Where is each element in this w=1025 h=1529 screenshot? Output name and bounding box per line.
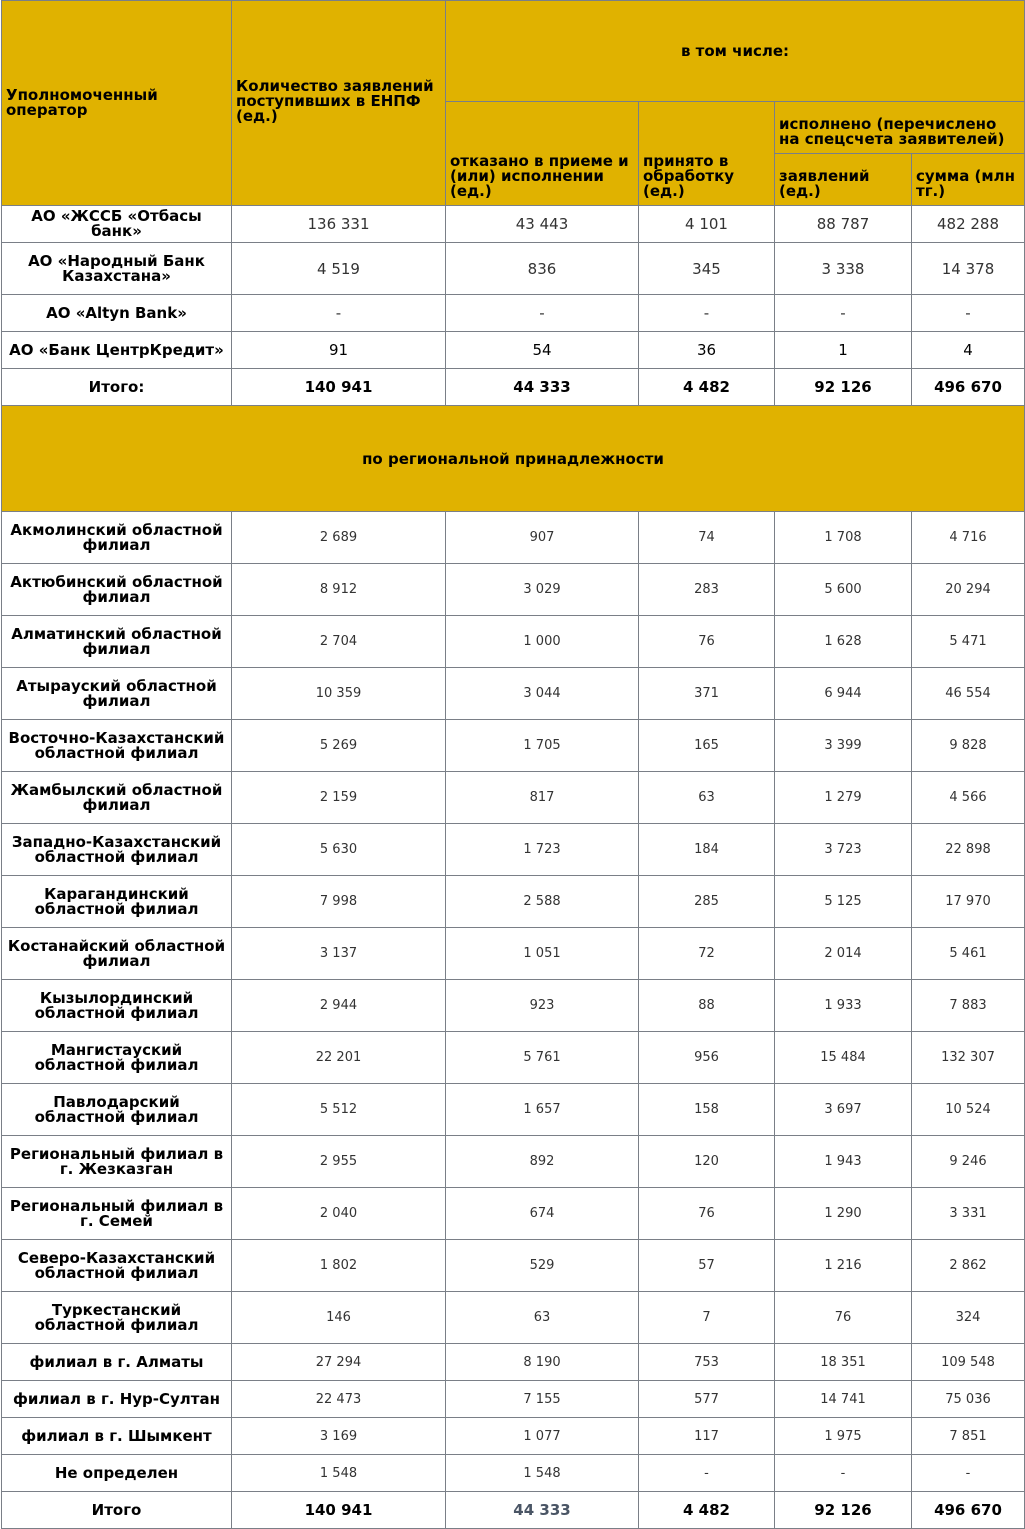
cell-accepted: 120	[639, 1136, 775, 1188]
cell-amount: 7 883	[912, 980, 1025, 1032]
region-row	[2, 980, 1025, 1032]
cell-total: 146	[232, 1292, 446, 1344]
cell-total: 5 269	[232, 720, 446, 772]
cell-accepted: 165	[639, 720, 775, 772]
cell-executed: 1 708	[775, 512, 912, 564]
cell-refused: 54	[446, 332, 639, 369]
operators-total-row	[2, 369, 1025, 406]
cell-accepted: 577	[639, 1381, 775, 1418]
cell-amount: 14 378	[912, 243, 1025, 295]
region-row	[2, 876, 1025, 928]
row-label: Костанайский областной филиал	[2, 928, 232, 980]
cell-amount: 482 288	[912, 206, 1025, 243]
region-row	[2, 1084, 1025, 1136]
cell-refused: 907	[446, 512, 639, 564]
row-label: Региональный филиал в г. Семей	[2, 1188, 232, 1240]
cell-refused: 2 588	[446, 876, 639, 928]
region-row	[2, 1455, 1025, 1492]
row-label: Не определен	[2, 1455, 232, 1492]
cell-amount: 5 461	[912, 928, 1025, 980]
cell-amount: 46 554	[912, 668, 1025, 720]
cell-executed: 15 484	[775, 1032, 912, 1084]
region-row	[2, 616, 1025, 668]
cell-total: 91	[232, 332, 446, 369]
cell-total: 3 169	[232, 1418, 446, 1455]
cell-amount: 10 524	[912, 1084, 1025, 1136]
header-applications-count: Количество заявлений поступивших в ЕНПФ (ед.)	[232, 1, 446, 206]
cell-executed: 18 351	[775, 1344, 912, 1381]
cell-accepted: 4 482	[639, 369, 775, 406]
region-row	[2, 772, 1025, 824]
cell-refused: 3 044	[446, 668, 639, 720]
cell-refused: 8 190	[446, 1344, 639, 1381]
cell-refused: 1 657	[446, 1084, 639, 1136]
cell-refused: 1 723	[446, 824, 639, 876]
row-label: АО «Народный Банк Казахстана»	[2, 243, 232, 295]
cell-accepted: 158	[639, 1084, 775, 1136]
header-accepted: принято в обработку (ед.)	[639, 102, 775, 206]
cell-total: 2 955	[232, 1136, 446, 1188]
cell-amount: 9 828	[912, 720, 1025, 772]
cell-executed: 1 933	[775, 980, 912, 1032]
cell-accepted: 753	[639, 1344, 775, 1381]
cell-total: 2 689	[232, 512, 446, 564]
region-row	[2, 1136, 1025, 1188]
cell-executed: 88 787	[775, 206, 912, 243]
cell-accepted: 36	[639, 332, 775, 369]
cell-total: -	[232, 295, 446, 332]
cell-amount: 22 898	[912, 824, 1025, 876]
cell-accepted: 345	[639, 243, 775, 295]
row-label: Итого:	[2, 369, 232, 406]
region-row	[2, 1240, 1025, 1292]
region-row	[2, 512, 1025, 564]
operator-row	[2, 206, 1025, 243]
cell-total: 10 359	[232, 668, 446, 720]
row-label: филиал в г. Шымкент	[2, 1418, 232, 1455]
cell-executed: 5 600	[775, 564, 912, 616]
row-label: Павлодарский областной филиал	[2, 1084, 232, 1136]
operators-body	[2, 206, 1025, 406]
cell-executed: 3 723	[775, 824, 912, 876]
cell-accepted: 4 101	[639, 206, 775, 243]
cell-accepted: 285	[639, 876, 775, 928]
cell-refused: 529	[446, 1240, 639, 1292]
header-executed: исполнено (перечислено на спецсчета заявителей)	[775, 102, 1025, 154]
row-label: АО «ЖССБ «Отбасы банк»	[2, 206, 232, 243]
cell-accepted: 7	[639, 1292, 775, 1344]
cell-accepted: 57	[639, 1240, 775, 1292]
row-label: АО «Банк ЦентрКредит»	[2, 332, 232, 369]
cell-total: 3 137	[232, 928, 446, 980]
region-row	[2, 1344, 1025, 1381]
cell-amount: 109 548	[912, 1344, 1025, 1381]
cell-refused: 1 000	[446, 616, 639, 668]
cell-executed: 3 399	[775, 720, 912, 772]
cell-accepted: 72	[639, 928, 775, 980]
cell-refused: 923	[446, 980, 639, 1032]
cell-total: 136 331	[232, 206, 446, 243]
cell-refused: 44 333	[446, 1492, 639, 1529]
cell-refused: 1 548	[446, 1455, 639, 1492]
section-title: по региональной принадлежности	[2, 406, 1025, 512]
cell-total: 2 040	[232, 1188, 446, 1240]
section-row	[2, 406, 1025, 512]
operator-row	[2, 332, 1025, 369]
cell-total: 2 704	[232, 616, 446, 668]
cell-accepted: 956	[639, 1032, 775, 1084]
header-including: в том числе:	[446, 1, 1025, 102]
cell-executed: 6 944	[775, 668, 912, 720]
cell-refused: 1 705	[446, 720, 639, 772]
cell-executed: 92 126	[775, 1492, 912, 1529]
cell-total: 5 630	[232, 824, 446, 876]
row-label: филиал в г. Нур-Султан	[2, 1381, 232, 1418]
cell-refused: 43 443	[446, 206, 639, 243]
cell-refused: 836	[446, 243, 639, 295]
regions-total-row	[2, 1492, 1025, 1529]
row-label: Жамбылский областной филиал	[2, 772, 232, 824]
cell-accepted: -	[639, 1455, 775, 1492]
cell-executed: 76	[775, 1292, 912, 1344]
region-row	[2, 668, 1025, 720]
cell-total: 5 512	[232, 1084, 446, 1136]
cell-total: 2 159	[232, 772, 446, 824]
cell-executed: 1 290	[775, 1188, 912, 1240]
cell-executed: 1 943	[775, 1136, 912, 1188]
cell-amount: 3 331	[912, 1188, 1025, 1240]
cell-refused: 1 051	[446, 928, 639, 980]
header-row-1	[2, 1, 1025, 102]
cell-amount: 20 294	[912, 564, 1025, 616]
cell-total: 1 548	[232, 1455, 446, 1492]
region-row	[2, 1032, 1025, 1084]
row-label: Северо-Казахстанский областной филиал	[2, 1240, 232, 1292]
row-label: Западно-Казахстанский областной филиал	[2, 824, 232, 876]
row-label: Акмолинский областной филиал	[2, 512, 232, 564]
region-row	[2, 720, 1025, 772]
cell-amount: 9 246	[912, 1136, 1025, 1188]
cell-total: 140 941	[232, 1492, 446, 1529]
cell-total: 8 912	[232, 564, 446, 616]
cell-amount: 496 670	[912, 1492, 1025, 1529]
operator-row	[2, 295, 1025, 332]
cell-amount: 132 307	[912, 1032, 1025, 1084]
row-label: Атырауский областной филиал	[2, 668, 232, 720]
cell-refused: 1 077	[446, 1418, 639, 1455]
row-label: Кызылординский областной филиал	[2, 980, 232, 1032]
regions-body	[2, 512, 1025, 1529]
cell-total: 1 802	[232, 1240, 446, 1292]
cell-accepted: 76	[639, 616, 775, 668]
cell-accepted: 4 482	[639, 1492, 775, 1529]
cell-executed: 14 741	[775, 1381, 912, 1418]
row-label: Итого	[2, 1492, 232, 1529]
operator-row	[2, 243, 1025, 295]
cell-amount: 5 471	[912, 616, 1025, 668]
cell-amount: 17 970	[912, 876, 1025, 928]
cell-accepted: 88	[639, 980, 775, 1032]
region-row	[2, 824, 1025, 876]
cell-executed: 1 975	[775, 1418, 912, 1455]
cell-executed: 1 628	[775, 616, 912, 668]
header-operator: Уполномоченный оператор	[2, 1, 232, 206]
cell-accepted: 76	[639, 1188, 775, 1240]
cell-amount: 4	[912, 332, 1025, 369]
row-label: Актюбинский областной филиал	[2, 564, 232, 616]
cell-executed: -	[775, 295, 912, 332]
cell-amount: 75 036	[912, 1381, 1025, 1418]
row-label: Алматинский областной филиал	[2, 616, 232, 668]
header-applications-units: заявлений (ед.)	[775, 154, 912, 206]
cell-amount: 2 862	[912, 1240, 1025, 1292]
cell-amount: 4 716	[912, 512, 1025, 564]
cell-amount: -	[912, 295, 1025, 332]
cell-refused: 7 155	[446, 1381, 639, 1418]
cell-executed: 1	[775, 332, 912, 369]
cell-executed: 3 338	[775, 243, 912, 295]
row-label: Карагандинский областной филиал	[2, 876, 232, 928]
cell-executed: 1 216	[775, 1240, 912, 1292]
region-row	[2, 564, 1025, 616]
cell-accepted: 74	[639, 512, 775, 564]
cell-total: 140 941	[232, 369, 446, 406]
cell-refused: 63	[446, 1292, 639, 1344]
cell-accepted: 63	[639, 772, 775, 824]
region-row	[2, 1381, 1025, 1418]
region-row	[2, 1188, 1025, 1240]
cell-total: 7 998	[232, 876, 446, 928]
applications-table	[1, 0, 1025, 1529]
cell-accepted: -	[639, 295, 775, 332]
cell-executed: 5 125	[775, 876, 912, 928]
cell-total: 22 201	[232, 1032, 446, 1084]
cell-amount: 4 566	[912, 772, 1025, 824]
row-label: Туркестанский областной филиал	[2, 1292, 232, 1344]
cell-total: 27 294	[232, 1344, 446, 1381]
region-row	[2, 1292, 1025, 1344]
cell-refused: -	[446, 295, 639, 332]
row-label: Мангистауский областной филиал	[2, 1032, 232, 1084]
header-amount: сумма (млн тг.)	[912, 154, 1025, 206]
cell-executed: 92 126	[775, 369, 912, 406]
cell-refused: 3 029	[446, 564, 639, 616]
row-label: Региональный филиал в г. Жезказган	[2, 1136, 232, 1188]
region-row	[2, 1418, 1025, 1455]
cell-accepted: 117	[639, 1418, 775, 1455]
cell-refused: 674	[446, 1188, 639, 1240]
cell-total: 2 944	[232, 980, 446, 1032]
cell-refused: 44 333	[446, 369, 639, 406]
cell-refused: 5 761	[446, 1032, 639, 1084]
cell-amount: -	[912, 1455, 1025, 1492]
cell-accepted: 371	[639, 668, 775, 720]
row-label: филиал в г. Алматы	[2, 1344, 232, 1381]
row-label: АО «Altyn Bank»	[2, 295, 232, 332]
cell-executed: -	[775, 1455, 912, 1492]
cell-total: 22 473	[232, 1381, 446, 1418]
row-label: Восточно-Казахстанский областной филиал	[2, 720, 232, 772]
cell-executed: 1 279	[775, 772, 912, 824]
header-refused: отказано в приеме и (или) исполнении (ед.)	[446, 102, 639, 206]
cell-amount: 7 851	[912, 1418, 1025, 1455]
cell-accepted: 283	[639, 564, 775, 616]
cell-total: 4 519	[232, 243, 446, 295]
region-row	[2, 928, 1025, 980]
cell-refused: 892	[446, 1136, 639, 1188]
cell-executed: 3 697	[775, 1084, 912, 1136]
cell-amount: 324	[912, 1292, 1025, 1344]
cell-amount: 496 670	[912, 369, 1025, 406]
cell-refused: 817	[446, 772, 639, 824]
cell-executed: 2 014	[775, 928, 912, 980]
cell-accepted: 184	[639, 824, 775, 876]
